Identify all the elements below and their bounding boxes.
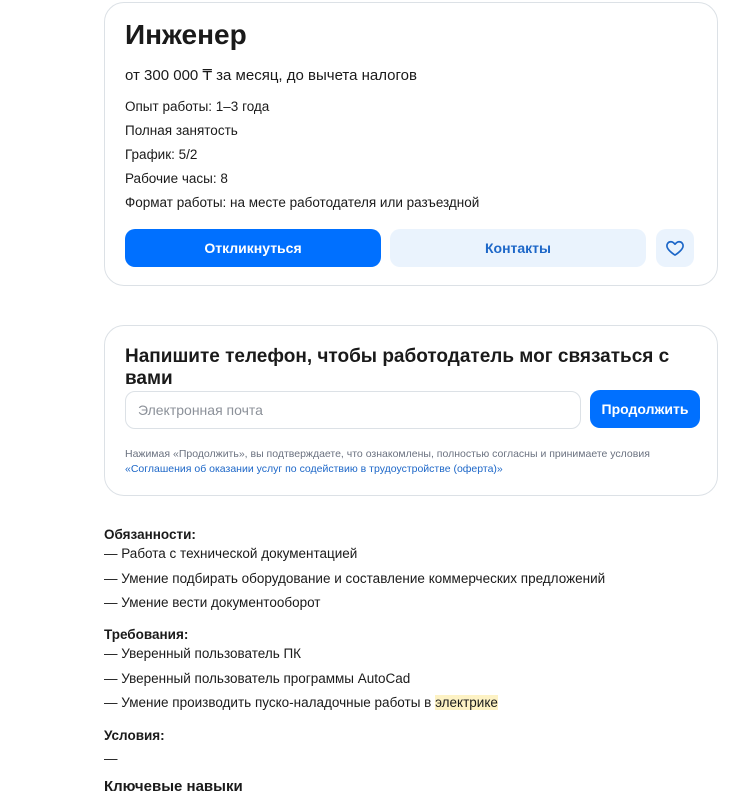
list-item: — Умение подбирать оборудование и составление коммерческих предложений (104, 570, 606, 586)
continue-button[interactable]: Продолжить (590, 390, 700, 428)
requirements-list (104, 642, 498, 716)
consent-text: Нажимая «Продолжить», вы подтверждаете, что ознакомлены, полностью согласны и принимаете условия (125, 448, 650, 460)
vacancy-title: Инженер (125, 19, 247, 50)
detail-experience: Опыт работы: 1–3 года (125, 99, 270, 114)
list-item: — Умение вести документооборот (104, 595, 321, 610)
list-item (104, 691, 498, 716)
detail-work-format: Формат работы: на месте работодателя или разъездной (125, 195, 480, 210)
conditions-heading: Условия: (104, 728, 165, 743)
email-input[interactable] (125, 391, 581, 429)
offer-agreement-link[interactable]: «Соглашения об оказании услуг по содействию в трудоустройстве (оферта)» (125, 463, 503, 475)
consent-note (125, 447, 705, 477)
conditions-list (104, 747, 118, 772)
detail-hours: Рабочие часы: 8 (125, 171, 228, 186)
respond-button[interactable]: Откликнуться (125, 229, 381, 267)
list-item: — Уверенный пользователь ПК (104, 646, 302, 661)
duties-list (104, 542, 605, 616)
heart-icon (665, 238, 685, 258)
requirements-heading: Требования: (104, 627, 189, 642)
favorite-button[interactable] (656, 229, 694, 267)
highlighted-term: электрике (435, 695, 498, 710)
vacancy-details (125, 95, 479, 215)
detail-employment: Полная занятость (125, 123, 238, 138)
phone-form-card (104, 325, 718, 496)
contacts-button[interactable]: Контакты (390, 229, 646, 267)
key-skills-heading: Ключевые навыки (104, 778, 243, 795)
list-item: — Уверенный пользователь программы AutoCad (104, 670, 411, 686)
list-item-text: — Умение производить пуско-наладочные работы в (104, 695, 436, 710)
list-item: — (104, 751, 118, 766)
list-item: — Работа с технической документацией (104, 546, 358, 561)
vacancy-salary: от 300 000 ₸ за месяц, до вычета налогов (125, 67, 417, 84)
vacancy-card (104, 2, 718, 286)
detail-schedule: График: 5/2 (125, 147, 198, 162)
duties-heading: Обязанности: (104, 527, 196, 542)
phone-form-title: Напишите телефон, чтобы работодатель мог связаться с вами (125, 346, 670, 389)
